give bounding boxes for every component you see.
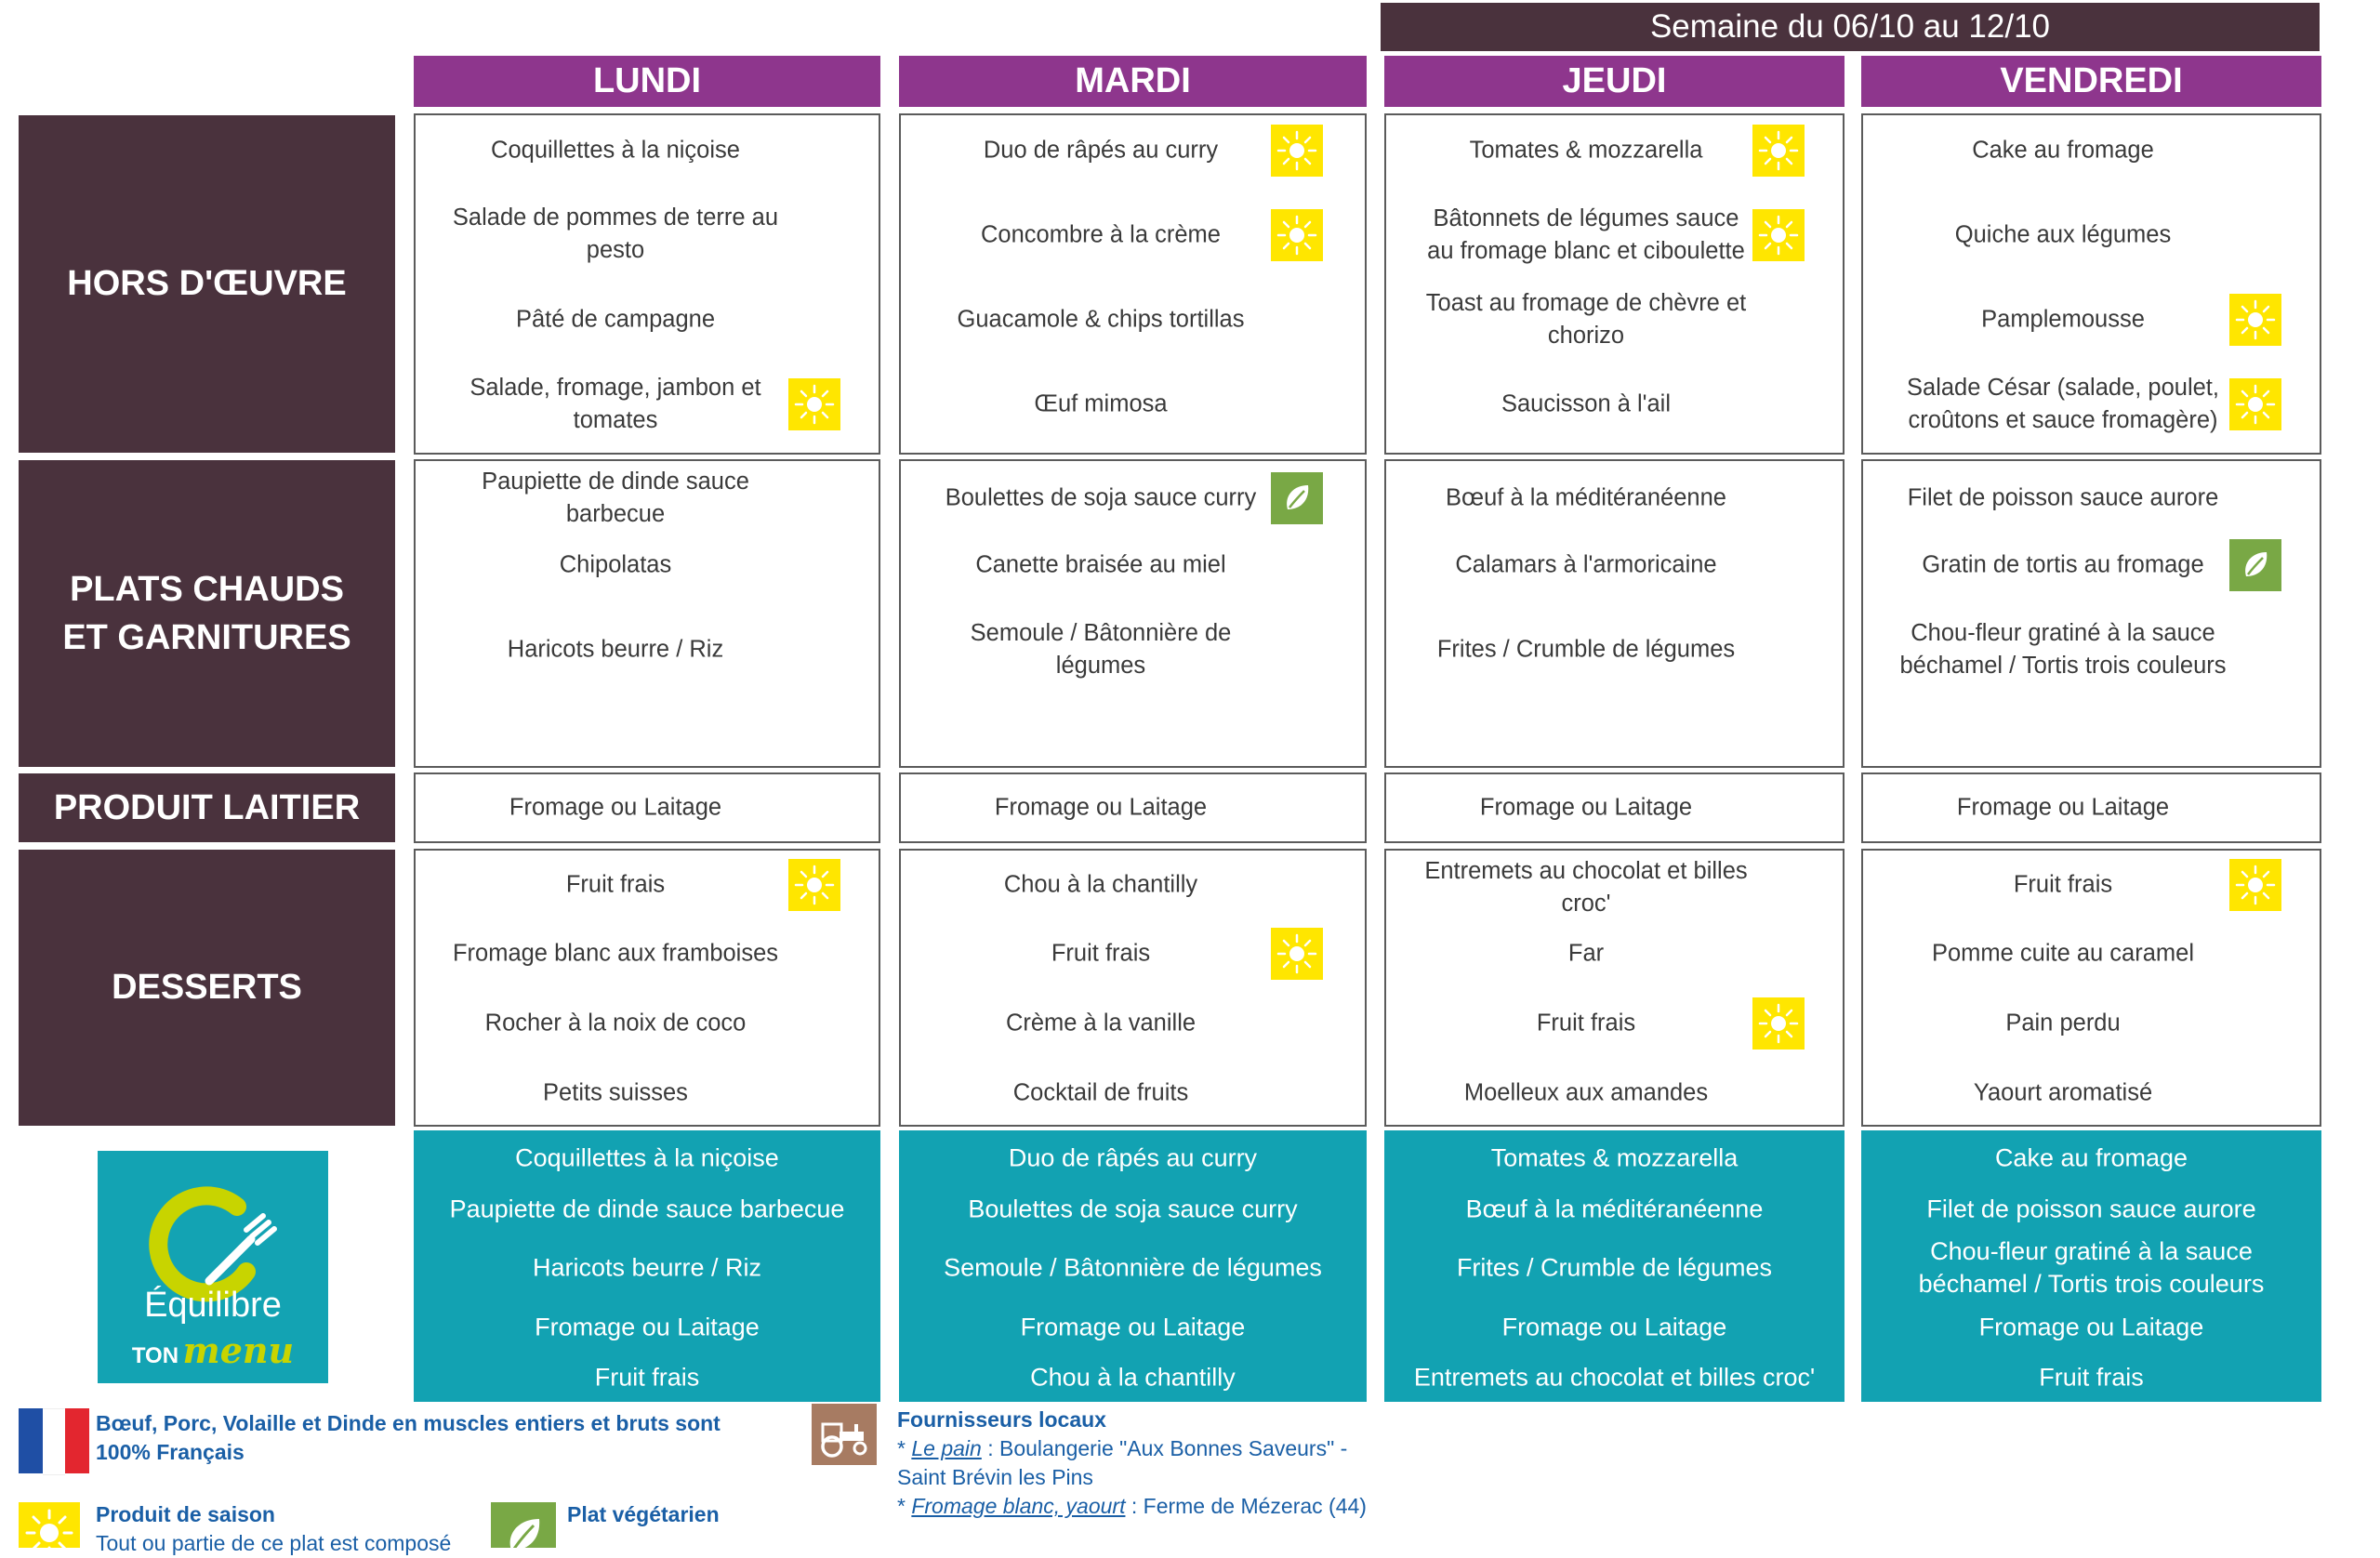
menu-item: Canette braisée au miel [975,551,1226,578]
row-label-desserts [19,850,395,1126]
legend-local-dairy-link: Fromage blanc, yaourt [911,1494,1126,1518]
week-banner: Semaine du 06/10 au 12/10 [1381,3,2320,51]
legend-local [897,1406,1381,1521]
menu-item: Moelleux aux amandes [1463,1079,1709,1106]
legend-local-bread-link: Le pain [911,1436,982,1460]
cell-lundi-desserts [414,849,880,1127]
tractor-icon [812,1404,877,1465]
cell-lundi-laitier [414,772,880,843]
menu-item: Bâtonnets de légumes sauce au fromage blanc et ciboulette [1427,205,1745,264]
cell-mardi-hors [899,113,1367,455]
menu-item: Frites / Crumble de légumes [1436,636,1736,663]
menu-item: Fromage ou Laitage [509,794,722,821]
row-label-plats [19,460,395,767]
menu-item: Bœuf à la méditéranéenne [1446,484,1726,511]
logo-line1: Équilibre [144,1286,282,1325]
menu-item: Saucisson à l'ail [1501,390,1672,417]
summary-item: Frites / Crumble de légumes [1456,1253,1773,1282]
day-header-lundi: LUNDI [414,56,880,107]
row-label-text: HORS D'ŒUVRE [67,264,347,304]
summary-item: Duo de râpés au curry [1008,1143,1258,1172]
summary-item: Fruit frais [594,1363,700,1392]
cell-vendredi-desserts [1861,849,2321,1127]
menu-item: Fruit frais [1536,1010,1636,1036]
summary-vendredi [1861,1130,2321,1402]
menu-item: Petits suisses [543,1079,688,1106]
menu-item: Far [1567,940,1605,967]
summary-item: Fruit frais [2039,1363,2144,1392]
cell-vendredi-laitier [1861,772,2321,843]
legend-origin: Bœuf, Porc, Volaille et Dinde en muscles entiers et bruts sont 100% Français [96,1411,721,1464]
menu-item: Cocktail de fruits [1012,1079,1189,1106]
sun-icon [788,378,840,430]
menu-item: Salade, fromage, jambon et tomates [469,375,761,433]
menu-item: Rocher à la noix de coco [484,1010,747,1036]
sun-icon [1271,928,1323,980]
cell-mardi-laitier [899,772,1367,843]
menu-item: Entremets au chocolat et billes croc' [1424,858,1748,917]
cell-vendredi-hors [1861,113,2321,455]
equilibre-logo [98,1151,328,1383]
summary-item: Semoule / Bâtonnière de légumes [944,1253,1322,1282]
leaf-icon [1271,472,1323,524]
menu-item: Fruit frais [565,871,666,898]
menu-item: Fruit frais [2013,871,2113,898]
menu-item: Toast au fromage de chèvre et chorizo [1425,290,1747,349]
menu-item: Quiche aux légumes [1954,221,2172,248]
menu-item: Pain perdu [2005,1010,2121,1036]
sun-icon [788,859,840,911]
row-label-text: ET GARNITURES [62,618,351,657]
summary-item: Chou à la chantilly [1030,1363,1236,1392]
summary-item: Fromage ou Laitage [1978,1313,2204,1341]
sun-icon [1752,997,1805,1050]
menu-item: Tomates & mozzarella [1469,137,1703,164]
cell-lundi-hors [414,113,880,455]
menu-item: Fromage ou Laitage [994,794,1208,821]
day-header-mardi: MARDI [899,56,1367,107]
sun-icon [2229,294,2281,346]
summary-item: Haricots beurre / Riz [532,1253,762,1282]
menu-item: Salade César (salade, poulet, croûtons et sauce fromagère) [1907,375,2219,433]
menu-item: Pâté de campagne [515,306,716,333]
legend-local-bread-text: : Boulangerie "Aux Bonnes Saveurs" - Saint Brévin les Pins [897,1436,1348,1489]
menu-item: Boulettes de soja sauce curry [945,484,1257,511]
menu-item: Crème à la vanille [1005,1010,1197,1036]
leaf-icon [491,1502,556,1548]
summary-item: Bœuf à la méditéranéenne [1465,1195,1764,1223]
legend-season-desc: Tout ou partie de ce plat est composé [96,1531,452,1555]
sun-icon [1752,209,1805,261]
row-label-laitier [19,773,395,842]
cell-mardi-desserts [899,849,1367,1127]
cell-jeudi-plats [1384,459,1844,768]
summary-item: Fromage ou Laitage [1020,1313,1246,1341]
summary-item: Fromage ou Laitage [1501,1313,1727,1341]
summary-item: Cake au fromage [1994,1143,2188,1172]
menu-item: Fromage ou Laitage [1479,794,1693,821]
menu-item: Calamars à l'armoricaine [1455,551,1717,578]
leaf-icon [2229,539,2281,591]
menu-item: Coquillettes à la niçoise [491,137,740,164]
menu-item: Yaourt aromatisé [1973,1079,2153,1106]
cell-jeudi-hors [1384,113,1844,455]
legend-local-dairy: * Fromage blanc, yaourt : Ferme de Mézerac (44) [897,1494,1367,1518]
menu-item: Guacamole & chips tortillas [957,306,1245,333]
legend-local-title: Fournisseurs locaux [897,1407,1106,1432]
menu-item: Semoule / Bâtonnière de légumes [970,620,1232,679]
row-label-text: PRODUIT LAITIER [53,787,361,827]
sun-icon [19,1502,80,1548]
cell-mardi-plats [899,459,1367,768]
menu-item: Fromage blanc aux framboises [452,940,779,967]
summary-item: Boulettes de soja sauce curry [968,1195,1298,1223]
cell-jeudi-desserts [1384,849,1844,1127]
menu-item: Œuf mimosa [1034,390,1168,417]
cell-lundi-plats [414,459,880,768]
summary-item: Fromage ou Laitage [535,1313,760,1341]
summary-item: Entremets au chocolat et billes croc' [1413,1363,1816,1392]
french-flag-icon [19,1408,89,1473]
legend-veg: Plat végétarien [567,1502,720,1526]
menu-item: Gratin de tortis au fromage [1922,551,2204,578]
summary-jeudi [1384,1130,1844,1402]
logo-ton: TON [131,1343,179,1368]
cell-jeudi-laitier [1384,772,1844,843]
legend-local-dairy-text: : Ferme de Mézerac (44) [1125,1494,1367,1518]
menu-item: Fruit frais [1051,940,1151,967]
row-label-text: DESSERTS [112,968,302,1008]
menu-item: Paupiette de dinde sauce barbecue [482,469,749,527]
summary-item: Coquillettes à la niçoise [515,1143,779,1172]
menu-item: Filet de poisson sauce aurore [1907,484,2219,511]
menu-item: Chou à la chantilly [1003,871,1198,898]
day-header-jeudi: JEUDI [1384,56,1844,107]
menu-item: Salade de pommes de terre au pesto [452,205,779,263]
menu-item: Pamplemousse [1981,306,2145,333]
logo-line2 [98,1329,328,1371]
legend-season-title: Produit de saison [96,1502,275,1526]
menu-item: Chipolatas [559,551,672,578]
sun-icon [1752,125,1805,177]
sun-icon [1271,209,1323,261]
sun-icon [2229,378,2281,430]
menu-item: Concombre à la crème [981,221,1221,248]
day-header-vendredi: VENDREDI [1861,56,2321,107]
menu-item: Duo de râpés au curry [983,137,1219,164]
summary-item: Chou-fleur gratiné à la sauce béchamel / Tortis trois couleurs [1918,1237,2265,1298]
cell-vendredi-plats [1861,459,2321,768]
menu-item: Pomme cuite au caramel [1931,940,2195,967]
sun-icon [2229,859,2281,911]
legend-season [96,1500,486,1558]
menu-item: Fromage ou Laitage [1956,794,2170,821]
summary-lundi [414,1130,880,1402]
menu-item: Haricots beurre / Riz [507,636,724,663]
summary-item: Tomates & mozzarella [1490,1143,1739,1172]
summary-item: Filet de poisson sauce aurore [1926,1195,2256,1223]
sun-icon [1271,125,1323,177]
menu-item: Cake au fromage [1972,137,2154,164]
summary-mardi [899,1130,1367,1402]
summary-item: Paupiette de dinde sauce barbecue [449,1195,845,1223]
row-label-text: PLATS CHAUDS [70,569,344,609]
logo-menu: menu [182,1329,295,1371]
row-label-hors-doeuvre [19,115,395,453]
menu-item: Chou-fleur gratiné à la sauce béchamel / Tortis trois couleurs [1899,620,2227,679]
legend-local-bread: * Le pain : Boulangerie "Aux Bonnes Saveurs" - Saint Brévin les Pins [897,1436,1348,1489]
